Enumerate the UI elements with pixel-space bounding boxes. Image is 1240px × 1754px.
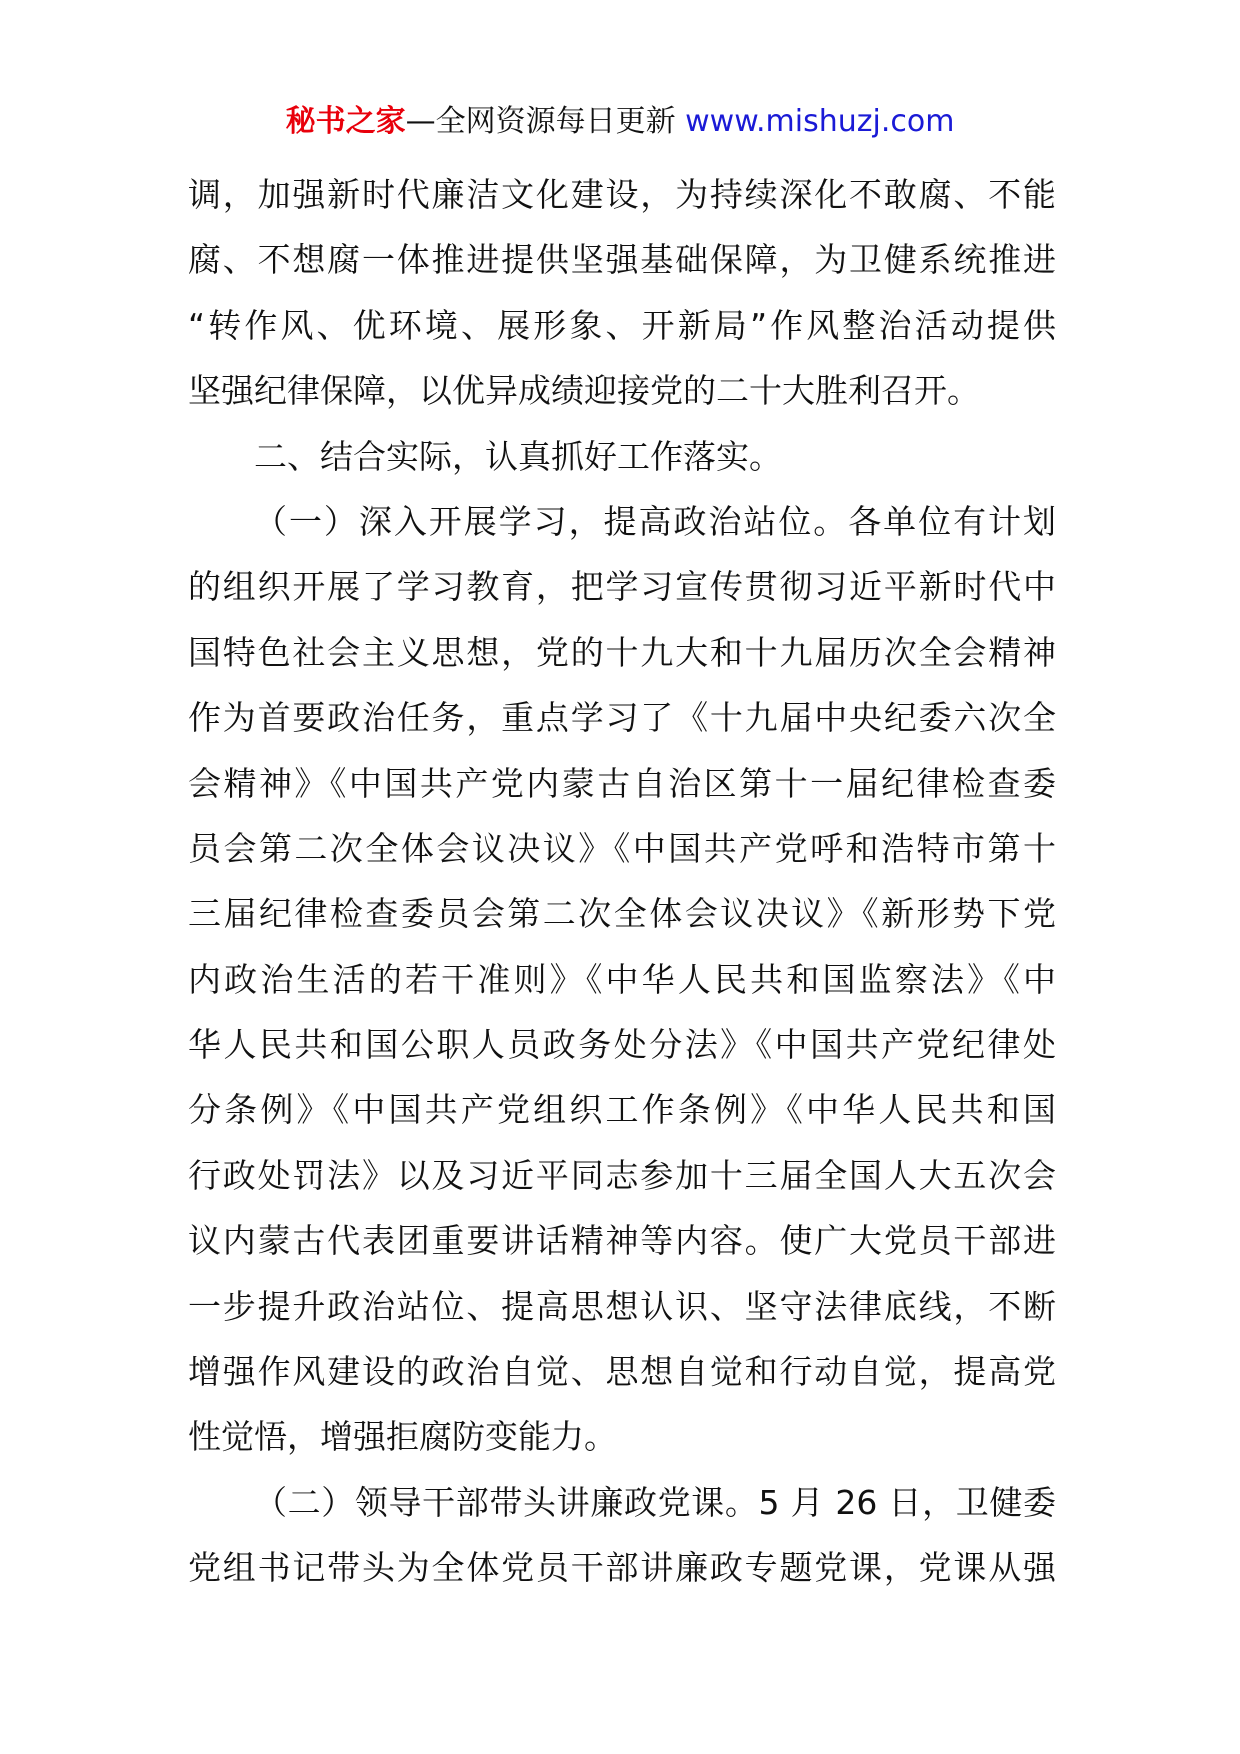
text-line: 调，加强新时代廉洁文化建设，为持续深化不敢腐、不能 xyxy=(188,175,1056,214)
website-url: www.mishuzj.com xyxy=(685,104,955,139)
watermark-header xyxy=(0,100,1240,144)
text-line: 国特色社会主义思想，党的十九大和十九届历次全会精神 xyxy=(188,632,1056,672)
text-line: 分条例》《中国共产党组织工作条例》《中华人民共和国 xyxy=(188,1090,1056,1130)
text-line: 腐、不想腐一体推进提供坚强基础保障，为卫健系统推进 xyxy=(188,240,1056,280)
brand-name: 秘书之家 xyxy=(285,104,406,139)
text-line: 华人民共和国公职人员政务处分法》《中国共产党纪律处 xyxy=(188,1025,1056,1065)
paragraph-start: （二）领导干部带头讲廉政党课。5 月 26 日，卫健委 xyxy=(254,1482,1056,1522)
text-line: 增强作风建设的政治自觉、思想自觉和行动自觉，提高党 xyxy=(188,1352,1056,1392)
text-line: 议内蒙古代表团重要讲话精神等内容。使广大党员干部进 xyxy=(188,1221,1056,1261)
text-line: 三届纪律检查委员会第二次全体会议决议》《新形势下党 xyxy=(188,894,1056,934)
text-line: 作为首要政治任务，重点学习了《十九届中央纪委六次全 xyxy=(188,698,1056,738)
paragraph-start: （一）深入开展学习，提高政治站位。各单位有计划 xyxy=(254,501,1056,541)
text-line: 性觉悟，增强拒腐防变能力。 xyxy=(188,1417,617,1457)
document-body xyxy=(188,162,1056,1601)
text-line: 内政治生活的若干准则》《中华人民共和国监察法》《中 xyxy=(188,959,1056,999)
text-line: 党组书记带头为全体党员干部讲廉政专题党课，党课从强 xyxy=(188,1548,1056,1588)
text-line: 坚强纪律保障，以优异成绩迎接党的二十大胜利召开。 xyxy=(188,371,980,411)
text-line: 行政处罚法》以及习近平同志参加十三届全国人大五次会 xyxy=(188,1155,1056,1195)
header-tagline: —全网资源每日更新 xyxy=(405,104,676,139)
text-line: 会精神》《中国共产党内蒙古自治区第十一届纪律检查委 xyxy=(188,763,1056,803)
text-line: 一步提升政治站位、提高思想认识、坚守法律底线，不断 xyxy=(188,1286,1056,1326)
text-line: 的组织开展了学习教育，把学习宣传贯彻习近平新时代中 xyxy=(188,567,1056,607)
text-line: “转作风、优环境、展形象、开新局”作风整治活动提供 xyxy=(188,305,1056,345)
section-heading: 二、结合实际，认真抓好工作落实。 xyxy=(254,436,782,476)
text-line: 员会第二次全体会议决议》《中国共产党呼和浩特市第十 xyxy=(188,828,1056,868)
